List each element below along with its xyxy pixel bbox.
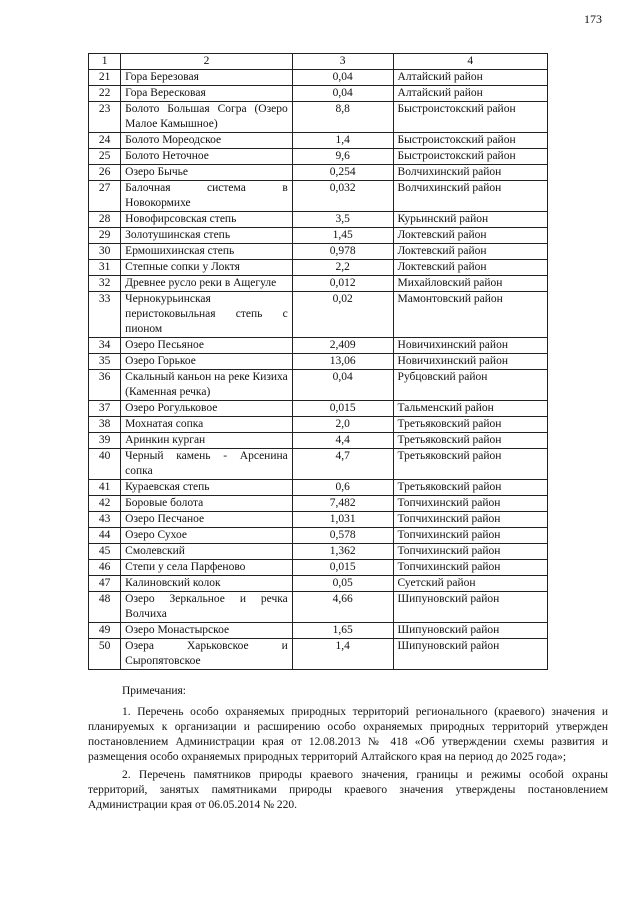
column-header: 3 xyxy=(292,54,393,70)
row-number-cell: 31 xyxy=(89,260,121,276)
area-name-cell: Озеро Зеркальное и речка Волчиха xyxy=(121,592,293,623)
area-name-cell: Озеро Рогульковое xyxy=(121,401,293,417)
table-header-row xyxy=(89,54,548,70)
area-size-cell: 0,04 xyxy=(292,370,393,401)
row-number-cell: 48 xyxy=(89,592,121,623)
row-number-cell: 42 xyxy=(89,496,121,512)
area-name-cell: Балочная система в Новокормихе xyxy=(121,181,293,212)
area-size-cell: 7,482 xyxy=(292,496,393,512)
table-row xyxy=(89,560,548,576)
area-size-cell: 1,65 xyxy=(292,623,393,639)
district-cell: Алтайский район xyxy=(393,70,547,86)
area-name-cell: Древнее русло реки в Ащегуле xyxy=(121,276,293,292)
area-size-cell: 2,0 xyxy=(292,417,393,433)
row-number-cell: 47 xyxy=(89,576,121,592)
district-cell: Шипуновский район xyxy=(393,592,547,623)
area-size-cell: 2,2 xyxy=(292,260,393,276)
district-cell: Третьяковский район xyxy=(393,417,547,433)
table-row xyxy=(89,354,548,370)
row-number-cell: 24 xyxy=(89,133,121,149)
area-name-cell: Смолевский xyxy=(121,544,293,560)
area-name-cell: Скальный каньон на реке Кизиха (Каменная речка) xyxy=(121,370,293,401)
table-row xyxy=(89,70,548,86)
table-row xyxy=(89,244,548,260)
table-row xyxy=(89,292,548,338)
area-name-cell: Озера Харьковское и Сыропятовское xyxy=(121,639,293,670)
table-row xyxy=(89,623,548,639)
row-number-cell: 33 xyxy=(89,292,121,338)
table-row xyxy=(89,528,548,544)
table-row xyxy=(89,260,548,276)
district-cell: Третьяковский район xyxy=(393,449,547,480)
row-number-cell: 36 xyxy=(89,370,121,401)
area-name-cell: Чернокурьинская перистоковыльная степь с пионом xyxy=(121,292,293,338)
area-name-cell: Озеро Песьяное xyxy=(121,338,293,354)
table-row xyxy=(89,370,548,401)
district-cell: Третьяковский район xyxy=(393,480,547,496)
district-cell: Михайловский район xyxy=(393,276,547,292)
area-size-cell: 2,409 xyxy=(292,338,393,354)
district-cell: Тальменский район xyxy=(393,401,547,417)
district-cell: Новичихинский район xyxy=(393,338,547,354)
area-size-cell: 1,45 xyxy=(292,228,393,244)
table-row xyxy=(89,401,548,417)
table-row xyxy=(89,338,548,354)
column-header: 1 xyxy=(89,54,121,70)
row-number-cell: 37 xyxy=(89,401,121,417)
table-row xyxy=(89,165,548,181)
row-number-cell: 27 xyxy=(89,181,121,212)
area-size-cell: 4,7 xyxy=(292,449,393,480)
area-size-cell: 0,04 xyxy=(292,70,393,86)
area-name-cell: Аринкин курган xyxy=(121,433,293,449)
row-number-cell: 38 xyxy=(89,417,121,433)
area-size-cell: 1,362 xyxy=(292,544,393,560)
row-number-cell: 41 xyxy=(89,480,121,496)
column-header: 2 xyxy=(121,54,293,70)
area-size-cell: 0,032 xyxy=(292,181,393,212)
area-size-cell: 1,031 xyxy=(292,512,393,528)
area-size-cell: 4,66 xyxy=(292,592,393,623)
district-cell: Волчихинский район xyxy=(393,165,547,181)
area-size-cell: 0,012 xyxy=(292,276,393,292)
area-name-cell: Озеро Монастырское xyxy=(121,623,293,639)
area-size-cell: 3,5 xyxy=(292,212,393,228)
row-number-cell: 21 xyxy=(89,70,121,86)
area-name-cell: Озеро Горькое xyxy=(121,354,293,370)
area-size-cell: 13,06 xyxy=(292,354,393,370)
area-size-cell: 0,05 xyxy=(292,576,393,592)
table-row xyxy=(89,496,548,512)
district-cell: Быстроистокский район xyxy=(393,133,547,149)
area-size-cell: 0,015 xyxy=(292,560,393,576)
page-number: 173 xyxy=(584,12,602,26)
area-size-cell: 0,6 xyxy=(292,480,393,496)
row-number-cell: 40 xyxy=(89,449,121,480)
area-name-cell: Мохнатая сопка xyxy=(121,417,293,433)
district-cell: Топчихинский район xyxy=(393,496,547,512)
row-number-cell: 34 xyxy=(89,338,121,354)
district-cell: Топчихинский район xyxy=(393,512,547,528)
area-name-cell: Озеро Песчаное xyxy=(121,512,293,528)
district-cell: Мамонтовский район xyxy=(393,292,547,338)
row-number-cell: 39 xyxy=(89,433,121,449)
table-row xyxy=(89,181,548,212)
area-size-cell: 0,015 xyxy=(292,401,393,417)
row-number-cell: 35 xyxy=(89,354,121,370)
area-name-cell: Озеро Сухое xyxy=(121,528,293,544)
table-row xyxy=(89,449,548,480)
row-number-cell: 25 xyxy=(89,149,121,165)
table-row xyxy=(89,212,548,228)
area-name-cell: Озеро Бычье xyxy=(121,165,293,181)
area-name-cell: Золотушинская степь xyxy=(121,228,293,244)
table-row xyxy=(89,133,548,149)
area-name-cell: Болото Большая Согра (Озеро Малое Камышное) xyxy=(121,102,293,133)
district-cell: Локтевский район xyxy=(393,228,547,244)
district-cell: Шипуновский район xyxy=(393,639,547,670)
area-size-cell: 1,4 xyxy=(292,639,393,670)
area-size-cell: 8,8 xyxy=(292,102,393,133)
row-number-cell: 23 xyxy=(89,102,121,133)
area-name-cell: Болото Мореодское xyxy=(121,133,293,149)
row-number-cell: 30 xyxy=(89,244,121,260)
area-size-cell: 0,578 xyxy=(292,528,393,544)
area-name-cell: Кураевская степь xyxy=(121,480,293,496)
row-number-cell: 22 xyxy=(89,86,121,102)
district-cell: Топчихинский район xyxy=(393,544,547,560)
row-number-cell: 49 xyxy=(89,623,121,639)
area-name-cell: Болото Неточное xyxy=(121,149,293,165)
table-row xyxy=(89,639,548,670)
area-name-cell: Боровые болота xyxy=(121,496,293,512)
row-number-cell: 44 xyxy=(89,528,121,544)
table-row xyxy=(89,433,548,449)
note-item: 2. Перечень памятников природы краевого значения, границы и режимы особой охраны территорий, занятых памятниками природы краевого значения утверждены постановлением Администрации края от 06.05.2014 № 220. xyxy=(88,769,608,811)
area-size-cell: 0,254 xyxy=(292,165,393,181)
table-row xyxy=(89,86,548,102)
table-row xyxy=(89,544,548,560)
table-row xyxy=(89,228,548,244)
area-name-cell: Гора Березовая xyxy=(121,70,293,86)
area-name-cell: Калиновский колок xyxy=(121,576,293,592)
row-number-cell: 45 xyxy=(89,544,121,560)
district-cell: Локтевский район xyxy=(393,244,547,260)
district-cell: Быстроистокский район xyxy=(393,149,547,165)
note-item: 1. Перечень особо охраняемых природных территорий регионального (краевого) значения и планируемых к организации и расширению особо охраняемых природных территорий утвержден постановлением Администрации края от 12.08.2013 № 418 «Об утверждении схемы развития и размещения особо охраняемых природных территорий Алтайского края на период до 2025 года»; xyxy=(88,706,608,763)
district-cell: Курьинский район xyxy=(393,212,547,228)
area-size-cell: 9,6 xyxy=(292,149,393,165)
column-header: 4 xyxy=(393,54,547,70)
row-number-cell: 46 xyxy=(89,560,121,576)
area-name-cell: Степные сопки у Локтя xyxy=(121,260,293,276)
area-size-cell: 4,4 xyxy=(292,433,393,449)
notes-title: Примечания: xyxy=(122,685,186,697)
row-number-cell: 43 xyxy=(89,512,121,528)
table-row xyxy=(89,480,548,496)
district-cell: Волчихинский район xyxy=(393,181,547,212)
district-cell: Шипуновский район xyxy=(393,623,547,639)
district-cell: Быстроистокский район xyxy=(393,102,547,133)
table-row xyxy=(89,149,548,165)
table-row xyxy=(89,417,548,433)
district-cell: Новичихинский район xyxy=(393,354,547,370)
district-cell: Суетский район xyxy=(393,576,547,592)
area-name-cell: Гора Вересковая xyxy=(121,86,293,102)
protected-areas-table xyxy=(88,53,548,670)
area-name-cell: Ермошихинская степь xyxy=(121,244,293,260)
area-size-cell: 0,978 xyxy=(292,244,393,260)
area-name-cell: Новофирсовская степь xyxy=(121,212,293,228)
district-cell: Третьяковский район xyxy=(393,433,547,449)
district-cell: Локтевский район xyxy=(393,260,547,276)
area-size-cell: 0,04 xyxy=(292,86,393,102)
district-cell: Топчихинский район xyxy=(393,560,547,576)
table-row xyxy=(89,512,548,528)
area-name-cell: Степи у села Парфеново xyxy=(121,560,293,576)
area-name-cell: Черный камень - Арсенина сопка xyxy=(121,449,293,480)
row-number-cell: 29 xyxy=(89,228,121,244)
row-number-cell: 26 xyxy=(89,165,121,181)
table-row xyxy=(89,592,548,623)
district-cell: Топчихинский район xyxy=(393,528,547,544)
district-cell: Алтайский район xyxy=(393,86,547,102)
area-size-cell: 0,02 xyxy=(292,292,393,338)
district-cell: Рубцовский район xyxy=(393,370,547,401)
area-size-cell: 1,4 xyxy=(292,133,393,149)
row-number-cell: 28 xyxy=(89,212,121,228)
table-row xyxy=(89,102,548,133)
table-row xyxy=(89,276,548,292)
notes-section xyxy=(88,684,608,813)
table-row xyxy=(89,576,548,592)
row-number-cell: 50 xyxy=(89,639,121,670)
row-number-cell: 32 xyxy=(89,276,121,292)
